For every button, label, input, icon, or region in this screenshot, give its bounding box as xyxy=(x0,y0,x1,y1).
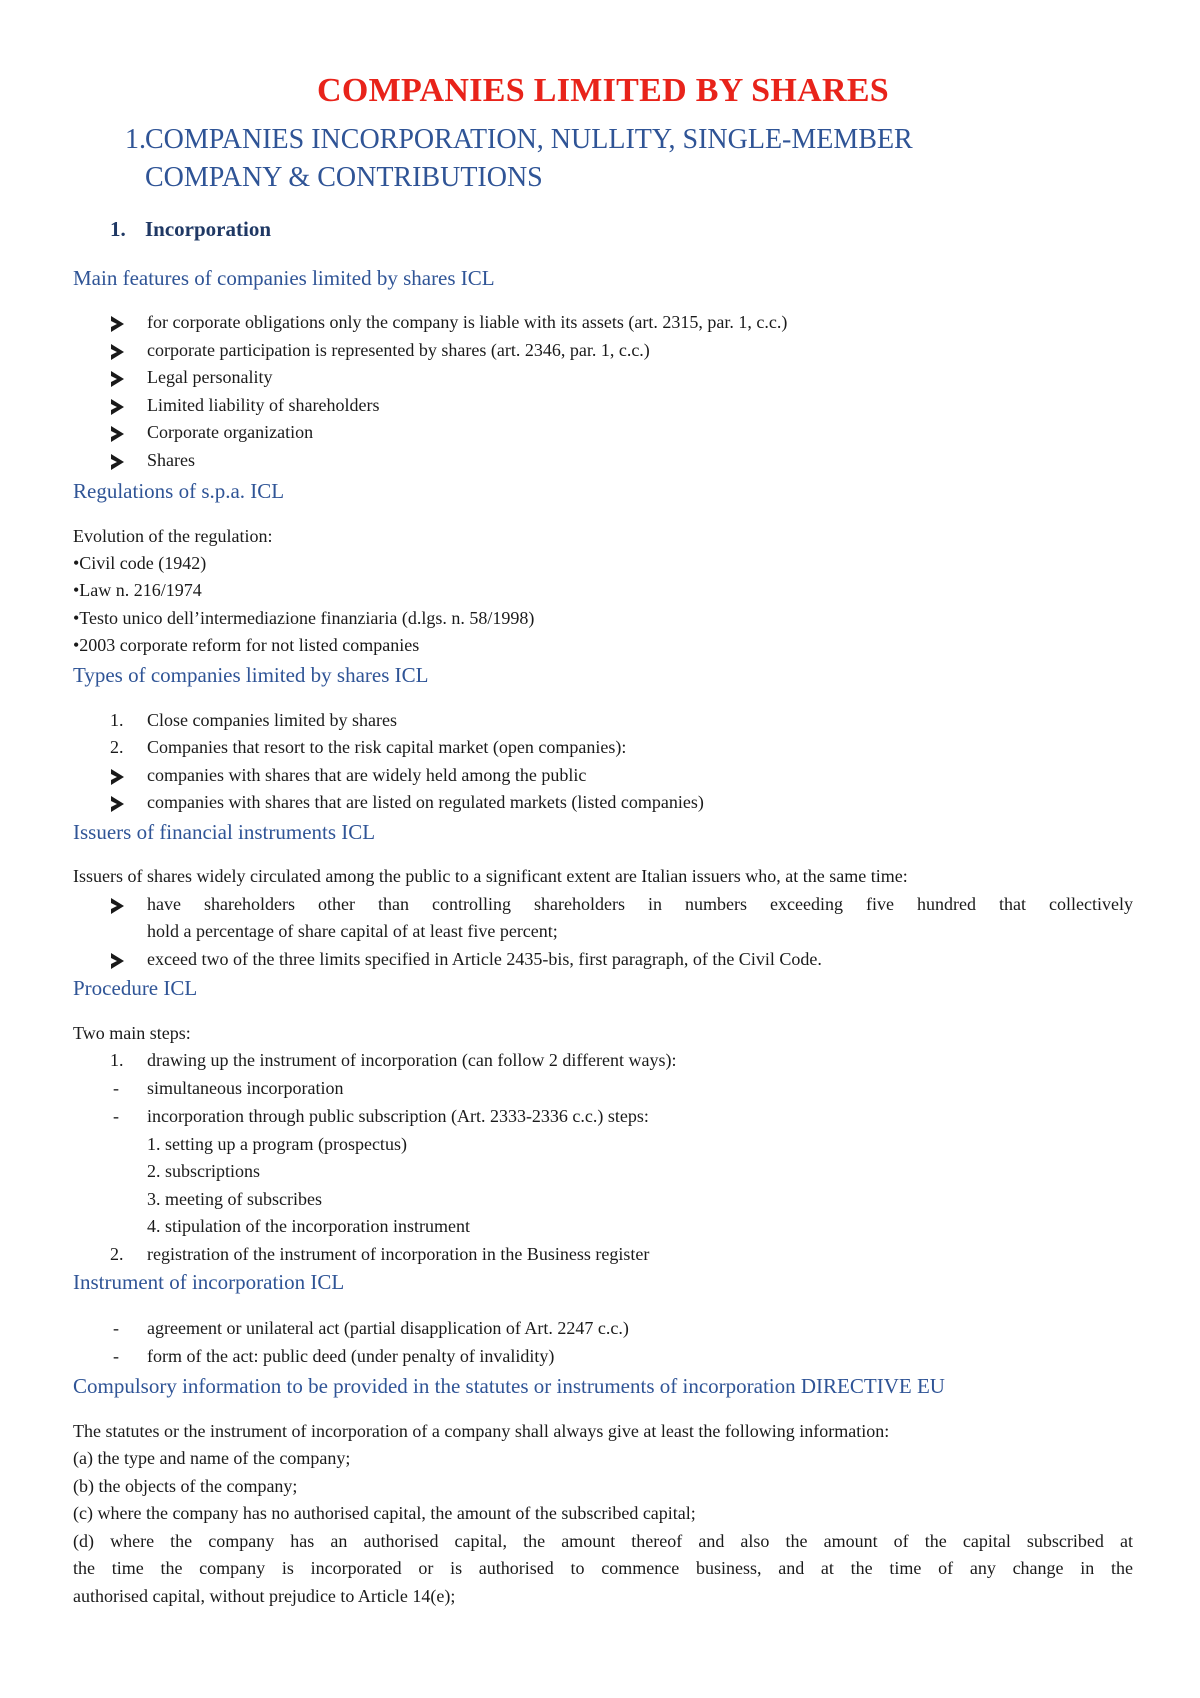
list-item: (c) where the company has no authorised capital, the amount of the subscribed capital; xyxy=(73,1503,696,1523)
list-item: Companies that resort to the risk capital market (open companies): xyxy=(147,737,627,757)
list-item: Limited liability of shareholders xyxy=(147,395,380,415)
list-number: 1. xyxy=(110,710,124,730)
arrow-bullet-icon xyxy=(111,794,124,815)
subsection-number: 1. xyxy=(110,217,126,241)
list-item: Close companies limited by shares xyxy=(147,710,397,730)
procedure-intro: Two main steps: xyxy=(73,1023,191,1043)
list-item: incorporation through public subscription (Art. 2333-2336 c.c.) steps: xyxy=(147,1106,649,1126)
list-item: •Law n. 216/1974 xyxy=(73,580,202,600)
dash-bullet: - xyxy=(113,1078,119,1098)
arrow-bullet-icon xyxy=(111,314,124,335)
list-item: agreement or unilateral act (partial disapplication of Art. 2247 c.c.) xyxy=(147,1318,629,1338)
list-item: Legal personality xyxy=(147,367,273,387)
list-item: Shares xyxy=(147,450,195,470)
document-title: COMPANIES LIMITED BY SHARES xyxy=(316,72,890,109)
list-item: (a) the type and name of the company; xyxy=(73,1448,351,1468)
types-heading: Types of companies limited by shares ICL xyxy=(73,663,429,687)
main-features-heading: Main features of companies limited by shares ICL xyxy=(73,266,495,290)
list-item-continuation: the time the company is incorporated or is authorised to commence business, and at the time of any change in the xyxy=(73,1558,1133,1578)
list-item: (b) the objects of the company; xyxy=(73,1476,298,1496)
procedure-heading: Procedure ICL xyxy=(73,976,198,1000)
list-number: 2. xyxy=(110,737,124,757)
list-item: •2003 corporate reform for not listed companies xyxy=(73,635,420,655)
list-item: form of the act: public deed (under penalty of invalidity) xyxy=(147,1346,555,1366)
section-heading-line-1: COMPANIES INCORPORATION, NULLITY, SINGLE-MEMBER xyxy=(145,124,913,155)
list-item: (d) where the company has an authorised capital, the amount thereof and also the amount of the capital subscribed at xyxy=(73,1531,1133,1551)
arrow-bullet-icon xyxy=(111,397,124,418)
list-item-continuation: authorised capital, without prejudice to Article 14(e); xyxy=(73,1586,456,1606)
list-item: •Testo unico dell’intermediazione finanziaria (d.lgs. n. 58/1998) xyxy=(73,608,535,628)
section-heading-line-2: COMPANY & CONTRIBUTIONS xyxy=(145,162,543,193)
list-number: 2. xyxy=(110,1244,124,1264)
list-item: •Civil code (1942) xyxy=(73,553,207,573)
dash-bullet: - xyxy=(113,1318,119,1338)
regulations-intro: Evolution of the regulation: xyxy=(73,526,273,546)
subsection-title: Incorporation xyxy=(145,217,271,241)
list-item: 2. subscriptions xyxy=(147,1161,261,1181)
dash-bullet: - xyxy=(113,1346,119,1366)
list-item: drawing up the instrument of incorporation (can follow 2 different ways): xyxy=(147,1050,677,1070)
list-item: 1. setting up a program (prospectus) xyxy=(147,1134,407,1154)
list-item-continuation: hold a percentage of share capital of at least five percent; xyxy=(147,921,558,941)
arrow-bullet-icon xyxy=(111,369,124,390)
instrument-heading: Instrument of incorporation ICL xyxy=(73,1270,345,1294)
list-item: simultaneous incorporation xyxy=(147,1078,344,1098)
list-item: registration of the instrument of incorporation in the Business register xyxy=(147,1244,650,1264)
list-item: corporate participation is represented by shares (art. 2346, par. 1, c.c.) xyxy=(147,340,650,360)
list-item: companies with shares that are listed on regulated markets (listed companies) xyxy=(147,792,704,812)
list-item: exceed two of the three limits specified in Article 2435-bis, first paragraph, of the Civil Code. xyxy=(147,949,822,969)
section-number: 1. xyxy=(125,124,146,155)
issuers-intro: Issuers of shares widely circulated among the public to a significant extent are Italian issuers who, at the same time: xyxy=(73,866,908,886)
list-number: 1. xyxy=(110,1050,124,1070)
compulsory-intro: The statutes or the instrument of incorporation of a company shall always give at least the following information: xyxy=(73,1421,890,1441)
regulations-heading: Regulations of s.p.a. ICL xyxy=(73,479,285,503)
arrow-bullet-icon xyxy=(111,424,124,445)
arrow-bullet-icon xyxy=(111,342,124,363)
list-item: have shareholders other than controlling shareholders in numbers exceeding five hundred that collectively xyxy=(147,894,1133,914)
list-item: 4. stipulation of the incorporation instrument xyxy=(147,1216,470,1236)
arrow-bullet-icon xyxy=(111,767,124,788)
issuers-heading: Issuers of financial instruments ICL xyxy=(73,820,376,844)
list-item: for corporate obligations only the company is liable with its assets (art. 2315, par. 1, c.c.) xyxy=(147,312,788,332)
dash-bullet: - xyxy=(113,1106,119,1126)
arrow-bullet-icon xyxy=(111,951,124,972)
arrow-bullet-icon xyxy=(111,452,124,473)
arrow-bullet-icon xyxy=(111,896,124,917)
list-item: Corporate organization xyxy=(147,422,314,442)
list-item: companies with shares that are widely held among the public xyxy=(147,765,587,785)
list-item: 3. meeting of subscribes xyxy=(147,1189,322,1209)
compulsory-heading: Compulsory information to be provided in the statutes or instruments of incorporation DIRECTIVE EU xyxy=(73,1374,945,1398)
